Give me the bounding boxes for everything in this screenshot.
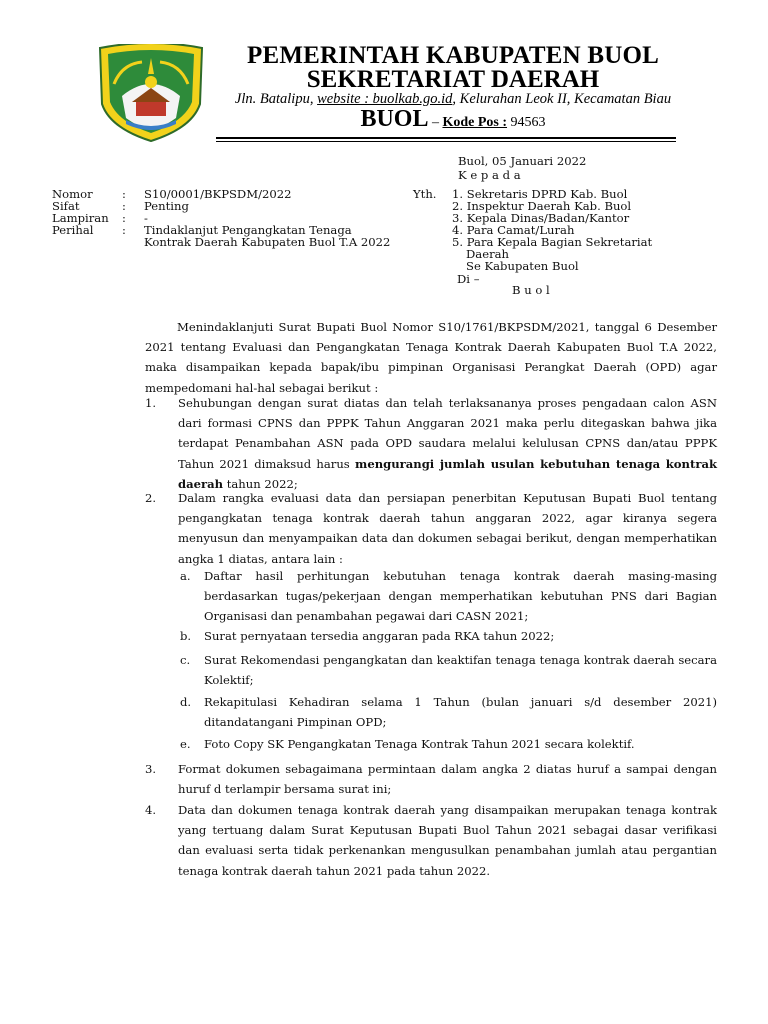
di-label: Di – bbox=[457, 272, 480, 286]
address-street: Jln. Batalipu, bbox=[234, 91, 318, 107]
recipient-5: 5. Para Kepala Bagian Sekretariat bbox=[452, 235, 653, 249]
letter-number: S10/0001/BKPSDM/2022 bbox=[144, 187, 292, 201]
header-secretariat-name: SEKRETARIAT DAERAH bbox=[306, 66, 600, 93]
item-4-text: Data dan dokumen tenaga kontrak daerah yang disampaikan merupakan tenaga kontrak yang tertuang dalam Surat Keputusan Bupati Buol Tahun 2021 sebagai dasar verifikasi dan evaluasi serta tidak perkenankan mengusulkan penambahan jumlah atau pergantian tenaga kontrak daerah tahun 2021 pada tahun 2022. bbox=[178, 803, 717, 878]
recipient-4: 4. Para Camat/Lurah bbox=[452, 223, 575, 237]
item-number: 4. bbox=[145, 803, 157, 817]
subitem-e-text: Foto Copy SK Pengangkatan Tenaga Kontrak Tahun 2021 secara kolektif. bbox=[204, 737, 635, 751]
meta-label: Perihal bbox=[52, 223, 94, 237]
postal-dash: – bbox=[428, 115, 443, 130]
postal-code: 94563 bbox=[507, 115, 546, 130]
website-link[interactable]: website : buolkab.go.id bbox=[317, 91, 453, 107]
letter-nature: Penting bbox=[144, 199, 189, 213]
header-city-postal bbox=[218, 106, 688, 133]
item-number: 3. bbox=[145, 762, 157, 776]
letter-date: Buol, 05 Januari 2022 bbox=[458, 154, 587, 168]
postal-label: Kode Pos : bbox=[442, 115, 508, 130]
header-government-name: PEMERINTAH KABUPATEN BUOL bbox=[247, 42, 659, 69]
yth-label: Yth. bbox=[413, 187, 437, 201]
subitem-letter: c. bbox=[180, 653, 191, 667]
kepada-label: K e p a d a bbox=[458, 168, 521, 182]
header-rule-thin bbox=[216, 141, 676, 142]
subitem-c-text: Surat Rekomendasi pengangkatan dan keaktifan tenaga tenaga kontrak daerah secara Kolektif; bbox=[204, 653, 717, 688]
letter-subject-line2: Kontrak Daerah Kabupaten Buol T.A 2022 bbox=[144, 235, 391, 249]
subitem-d-text: Rekapitulasi Kehadiran selama 1 Tahun (bulan januari s/d desember 2021) ditandatangani Pimpinan OPD; bbox=[204, 695, 717, 730]
letter-attachment: - bbox=[144, 211, 148, 225]
meta-label: Nomor bbox=[52, 187, 93, 201]
meta-label: Sifat bbox=[52, 199, 80, 213]
di-place: B u o l bbox=[512, 283, 550, 297]
recipient-1: 1. Sekretaris DPRD Kab. Buol bbox=[452, 187, 628, 201]
recipient-3: 3. Kepala Dinas/Badan/Kantor bbox=[452, 211, 630, 225]
meta-label: Lampiran bbox=[52, 211, 109, 225]
intro-paragraph: Menindaklanjuti Surat Bupati Buol Nomor S10/1761/BKPSDM/2021, tanggal 6 Desember 2021 tentang Evaluasi dan Pengangkatan Tenaga Kontrak Daerah Kabupaten Buol T.A 2022, maka disampaikan kepada bapak/ibu pimpinan Organisasi Perangkat Daerah (OPD) agar mempedomani hal-hal sebagai berikut : bbox=[145, 320, 717, 395]
subitem-letter: a. bbox=[180, 569, 191, 583]
recipient-scope: Se Kabupaten Buol bbox=[466, 259, 579, 273]
recipient-5-cont: Daerah bbox=[466, 247, 509, 261]
subitem-letter: b. bbox=[180, 629, 192, 643]
regency-crest-logo bbox=[92, 44, 210, 144]
city-name: BUOL bbox=[360, 106, 429, 132]
subitem-a-text: Daftar hasil perhitungan kebutuhan tenaga kontrak daerah masing-masing berdasarkan tugas/pekerjaan dengan memperhatikan kebutuhan PNS dari Bagian Organisasi dan penambahan pegawai dari CASN 2021; bbox=[204, 569, 717, 624]
letter-subject: Tindaklanjut Pengangkatan Tenaga bbox=[144, 223, 352, 237]
item-2-text: Dalam rangka evaluasi data dan persiapan penerbitan Keputusan Bupati Buol tentang pengangkatan tenaga kontrak daerah tahun anggaran 2022, agar kiranya segera menyusun dan menyampaikan data dan dokumen sebagai berikut, dengan memperhatikan angka 1 diatas, antara lain : bbox=[178, 491, 717, 566]
subitem-letter: e. bbox=[180, 737, 191, 751]
recipient-2: 2. Inspektur Daerah Kab. Buol bbox=[452, 199, 632, 213]
subitem-letter: d. bbox=[180, 695, 192, 709]
address-district: , Kelurahan Leok II, Kecamatan Biau bbox=[452, 91, 672, 107]
item-number: 1. bbox=[145, 396, 157, 410]
item-number: 2. bbox=[145, 491, 157, 505]
header-rule-thick bbox=[216, 137, 676, 139]
subitem-b-text: Surat pernyataan tersedia anggaran pada RKA tahun 2022; bbox=[204, 629, 555, 643]
item-3-text: Format dokumen sebagaimana permintaan dalam angka 2 diatas huruf a sampai dengan huruf d terlampir bersama surat ini; bbox=[178, 762, 717, 797]
item-1-text: Sehubungan dengan surat diatas dan telah terlaksananya proses pengadaan calon ASN dari formasi CPNS dan PPPK Tahun Anggaran 2021 maka perlu ditegaskan bahwa jika terdapat Penambahan ASN pada OPD saudara melalui kelulusan CPNS dan/atau PPPK Tahun 2021 dimaksud harus mengurangi jumlah usulan kebutuhan tenaga kontrak daerah tahun 2022; bbox=[178, 396, 717, 491]
item-1-emphasis: mengurangi jumlah usulan kebutuhan tenaga kontrak daerah bbox=[178, 456, 717, 491]
